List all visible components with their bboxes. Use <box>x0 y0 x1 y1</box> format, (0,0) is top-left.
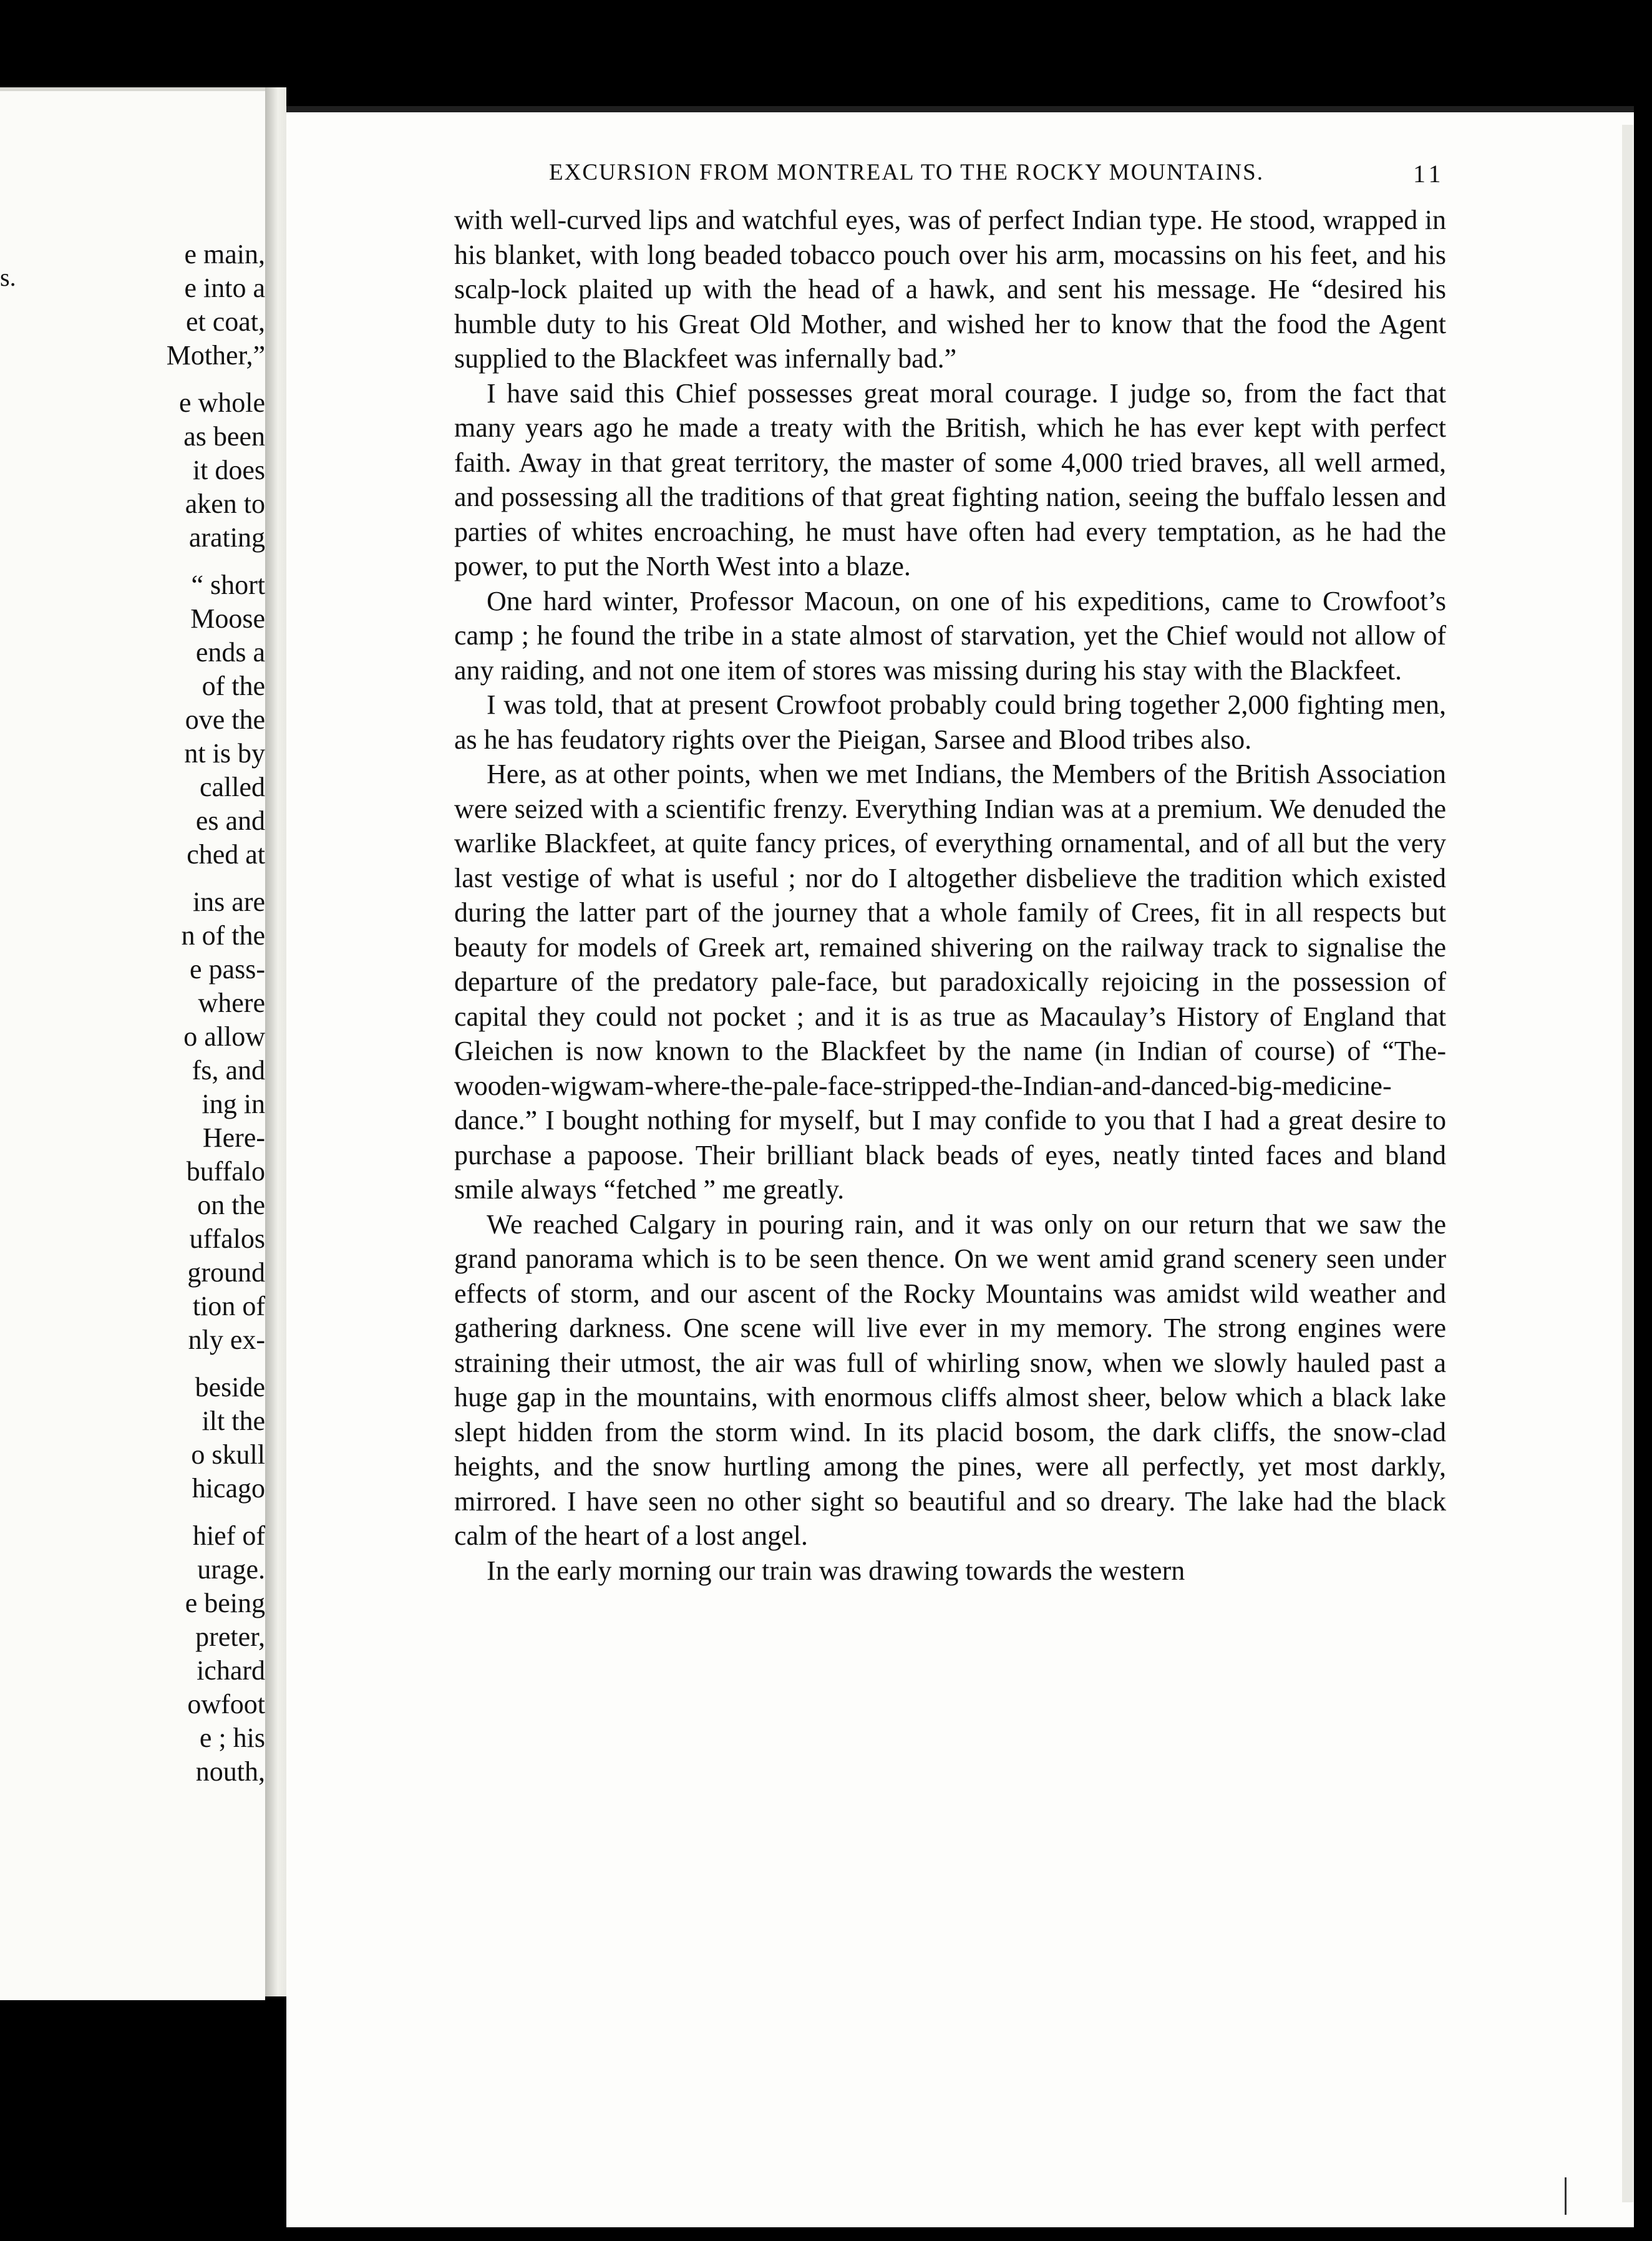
left-page-line-fragment: e ; his <box>199 1723 265 1753</box>
left-page-line-fragment: ends a <box>195 637 265 668</box>
left-page-line-fragment: Mother,” <box>166 340 265 371</box>
left-page-line-fragment: ins are <box>192 887 265 917</box>
book-spine <box>265 87 286 1996</box>
paragraph: I was told, that at present Crowfoot probably could bring together 2,000 fighting men, as he has feudatory rights over the Pieigan, Sarsee and Blood tribes also. <box>454 689 1446 755</box>
left-page-line-fragment: on the <box>197 1190 265 1220</box>
left-page-line-fragment: arating <box>188 522 265 553</box>
page-edge <box>1622 125 1633 2202</box>
left-page-line-fragment: beside <box>195 1372 265 1402</box>
left-page-line-fragment: et coat, <box>185 306 265 337</box>
left-page-line-fragment: e into a <box>184 273 265 303</box>
left-page-line-fragment: urage. <box>197 1554 265 1585</box>
left-page-line-fragment: uffalos <box>189 1223 265 1254</box>
left-page-line-fragment: ilt the <box>202 1406 265 1436</box>
running-head-title: EXCURSION FROM MONTREAL TO THE ROCKY MOUNTAINS. <box>549 160 1264 185</box>
left-page-line-fragment: hicago <box>192 1473 265 1504</box>
paragraph: One hard winter, Professor Macoun, on one of his expeditions, came to Crowfoot’s camp ; he found the tribe in a state almost of starvation, yet the Chief would not allow of any raiding, and not one item of stores was missing during his stay with the Blackfeet. <box>454 585 1446 686</box>
left-page-line-fragment: called <box>199 772 265 802</box>
left-page-line-fragment: e main, <box>184 239 265 270</box>
left-page-line-fragment: Moose <box>190 603 265 634</box>
left-page-line-fragment: ove the <box>185 704 265 735</box>
left-page-line-fragment: e pass- <box>190 954 265 984</box>
page-number: 11 <box>1413 160 1445 188</box>
left-page-line-fragment: tion of <box>192 1291 265 1321</box>
left-page-line-fragment: ichard <box>197 1655 265 1686</box>
left-page-line-fragment: owfoot <box>187 1689 265 1719</box>
left-page-line-fragment: as been <box>183 421 265 452</box>
left-page-line-fragment: ground <box>187 1257 265 1288</box>
left-page-line-fragment: Here- <box>202 1122 265 1153</box>
paragraph: In the early morning our train was drawing towards the western <box>487 1555 1185 1586</box>
left-page-line-fragment: nouth, <box>195 1756 265 1787</box>
paragraph: with well-curved lips and watchful eyes, was of perfect Indian type. He stood, wrapped in his blanket, with long beaded tobacco pouch over his arm, mocassins on his feet, and his scalp-lock plaited up with the head of a hawk, and sent his message. He “desired his humble duty to his Great Old Mother, and wished her to know that the food the Agent supplied to the Blackfeet was infernally bad.” <box>454 205 1446 374</box>
left-page <box>0 87 265 2000</box>
left-page-line-fragment: ing in <box>202 1089 265 1119</box>
left-page-line-fragment: nt is by <box>184 738 265 769</box>
left-page-line-fragment: nly ex- <box>188 1325 265 1355</box>
paragraph: Here, as at other points, when we met Indians, the Members of the British Association were seized with a scientific frenzy. Everything Indian was at a premium. We denuded the warlike Blackfeet, at quite fancy prices, of everything ornamental, and of all but the very last vestige of what is useful ; nor do I altogether disbelieve the tradition which existed during the latter part of the journey that a whole family of Crees, fit in all respects but beauty for models of Greek art, remained shivering on the railway track to signalise the departure of the predatory pale-face, but paradoxically rejoicing in the possession of capital they could not pocket ; and it is as true as Macaulay’s History of England that Gleichen is now known to the Blackfeet by the name (in Indian of course) of “The-wooden-wigwam-where-the-pale-face-stripped-the-Indian-and-danced-big-medicine-dance.” I bought nothing for myself, but I may confide to you that I had a great desire to purchase a papoose. Their brilliant black beads of eyes, neatly tinted faces and bland smile always “fetched ” me greatly. <box>454 759 1446 1205</box>
left-page-header-fragment: s. <box>0 263 16 291</box>
left-page-line-fragment: es and <box>195 805 265 836</box>
left-page-line-fragment: ched at <box>187 839 265 870</box>
left-page-line-fragment: o allow <box>183 1021 265 1052</box>
paragraph: We reached Calgary in pouring rain, and it was only on our return that we saw the grand panorama which is to be seen thence. On we went amid grand scenery seen under effects of storm, and our ascent of the Rocky Mountains was amidst wild weather and gathering darkness. One scene will live ever in my memory. The strong engines were straining their utmost, the air was full of whirling snow, when we slowly hauled past a huge gap in the mountains, with enormous cliffs almost sheer, below which a black lake slept hidden from the storm wind. In its placid bosom, the dark cliffs, the snow-clad heights, and the snow hurtling among the pines, were all perfectly, yet most darkly, mirrored. I have seen no other sight so beautiful and so dreary. The lake had the black calm of the heart of a lost angel. <box>454 1208 1446 1551</box>
left-page-line-fragment: where <box>198 988 265 1018</box>
left-page-line-fragment: it does <box>192 455 265 485</box>
left-page-line-fragment: “ short <box>191 570 265 600</box>
body-text <box>454 203 1446 1588</box>
left-page-line-fragment: fs, and <box>192 1055 265 1086</box>
running-head <box>549 159 1457 186</box>
page-corner-fold <box>1565 2177 1591 2215</box>
left-page-line-fragment: e whole <box>178 387 265 418</box>
left-page-line-fragment: o skull <box>191 1439 265 1470</box>
left-page-line-fragment: hief of <box>192 1520 265 1551</box>
left-page-line-fragment: preter, <box>195 1621 265 1652</box>
left-page-line-fragment: of the <box>202 671 265 701</box>
left-page-line-fragment: buffalo <box>186 1156 265 1187</box>
left-page-line-fragment: n of the <box>181 920 265 951</box>
paragraph: I have said this Chief possesses great moral courage. I judge so, from the fact that many years ago he made a treaty with the British, which he has ever kept with perfect faith. Away in that great territory, the master of some 4,000 tried braves, all well armed, and possessing all the traditions of that great fighting nation, seeing the buffalo lessen and parties of whites encroaching, he must have often had every temptation, as he had the power, to put the North West into a blaze. <box>454 377 1446 581</box>
left-page-line-fragment: aken to <box>185 489 265 519</box>
left-page-line-fragment: e being <box>185 1588 265 1618</box>
